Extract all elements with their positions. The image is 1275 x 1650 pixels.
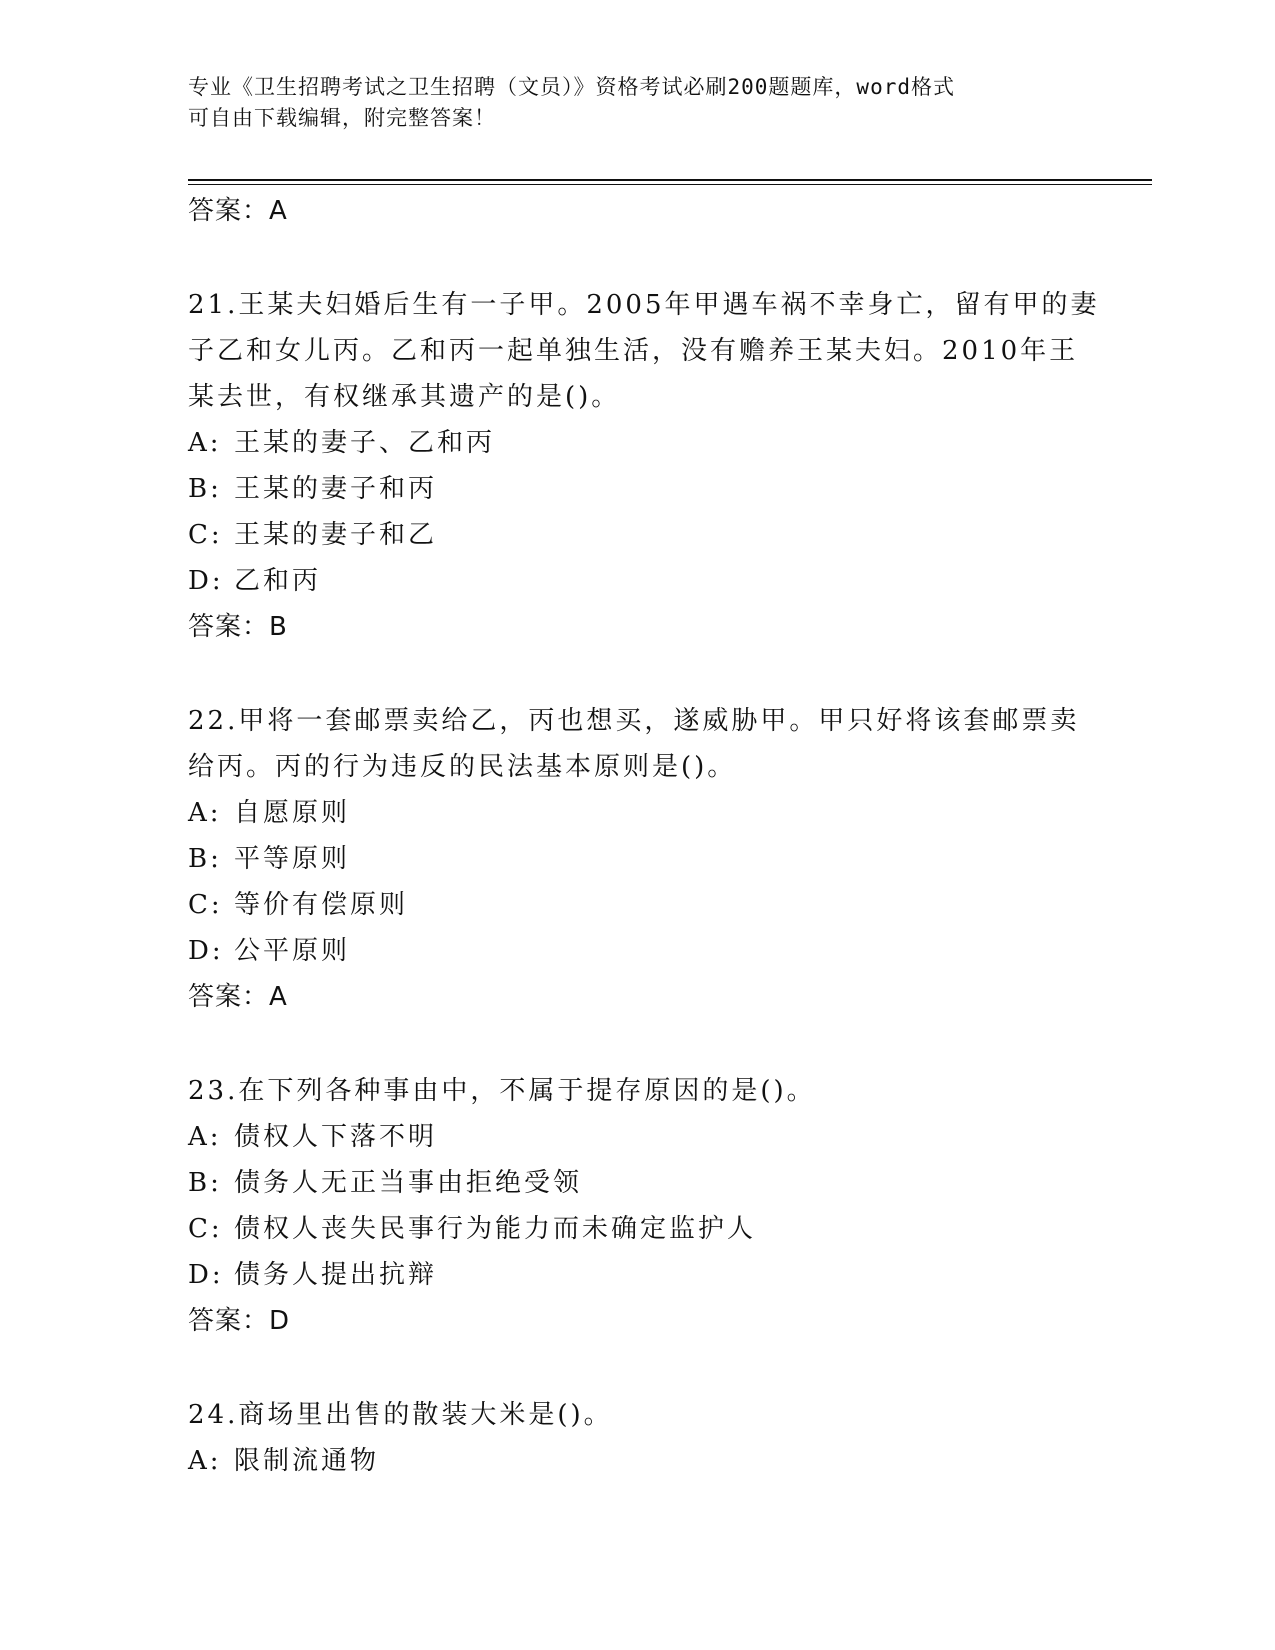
option-text: 王某的妻子和丙 — [234, 474, 438, 504]
document-header — [188, 72, 1088, 134]
answer-line: 答案：A — [188, 982, 288, 1012]
option-c — [188, 1206, 1088, 1252]
option-d — [188, 1252, 1088, 1298]
option-letter: D: — [188, 936, 224, 966]
option-a — [188, 420, 1088, 466]
header-rule-thick — [188, 179, 1152, 181]
option-b — [188, 836, 1088, 882]
header-title-line-1: 专业《卫生招聘考试之卫生招聘（文员）》资格考试必刷200题题库，word格式 — [188, 75, 955, 99]
option-letter: C: — [188, 890, 223, 920]
option-letter: A: — [188, 1122, 222, 1152]
option-letter: B: — [188, 474, 222, 504]
question-text-line: 子乙和女儿丙。乙和丙一起单独生活，没有赡养王某夫妇。2010年王 — [188, 336, 1079, 366]
option-letter: B: — [188, 844, 222, 874]
option-b — [188, 466, 1088, 512]
option-text: 债务人提出抗辩 — [234, 1260, 438, 1290]
answer-line: 答案：B — [188, 612, 288, 642]
question-21 — [188, 282, 1100, 650]
option-text: 债权人丧失民事行为能力而未确定监护人 — [234, 1214, 757, 1244]
question-text — [188, 1392, 1088, 1438]
question-text-line: 给丙。丙的行为违反的民法基本原则是()。 — [188, 752, 737, 782]
answer-line: 答案：A — [188, 196, 288, 226]
option-letter: C: — [188, 1214, 223, 1244]
option-a — [188, 790, 1088, 836]
option-a — [188, 1438, 1088, 1484]
option-text: 债务人无正当事由拒绝受领 — [234, 1168, 583, 1198]
question-text — [188, 1068, 1088, 1114]
option-letter: D: — [188, 566, 224, 596]
question-text-line: 23.在下列各种事由中，不属于提存原因的是()。 — [188, 1076, 816, 1106]
question-text-line: 21.王某夫妇婚后生有一子甲。2005年甲遇车祸不幸身亡，留有甲的妻 — [188, 290, 1100, 320]
question-22 — [188, 698, 1088, 1020]
question-list — [188, 188, 1100, 1484]
option-text: 自愿原则 — [234, 798, 351, 828]
answer-line: 答案：D — [188, 1306, 291, 1336]
option-text: 王某的妻子和乙 — [234, 520, 438, 550]
option-letter: A: — [188, 1446, 222, 1476]
option-c — [188, 512, 1088, 558]
question-text-line: 某去世，有权继承其遗产的是()。 — [188, 382, 621, 412]
question-23 — [188, 1068, 1088, 1344]
question-text — [188, 282, 1100, 420]
option-letter: A: — [188, 798, 222, 828]
option-text: 等价有偿原则 — [234, 890, 409, 920]
option-c — [188, 882, 1088, 928]
option-a — [188, 1114, 1088, 1160]
option-text: 平等原则 — [234, 844, 351, 874]
question-text — [188, 698, 1088, 790]
option-text: 限制流通物 — [234, 1446, 380, 1476]
question-text-line: 22.甲将一套邮票卖给乙，丙也想买，遂威胁甲。甲只好将该套邮票卖 — [188, 706, 1080, 736]
question-text-line: 24.商场里出售的散装大米是()。 — [188, 1400, 613, 1430]
option-letter: C: — [188, 520, 223, 550]
option-b — [188, 1160, 1088, 1206]
option-text: 公平原则 — [234, 936, 351, 966]
option-text: 王某的妻子、乙和丙 — [234, 428, 496, 458]
option-text: 乙和丙 — [234, 566, 322, 596]
option-letter: A: — [188, 428, 222, 458]
header-title-line-2: 可自由下载编辑，附完整答案！ — [188, 106, 496, 130]
question-24 — [188, 1392, 1088, 1484]
option-text: 债权人下落不明 — [234, 1122, 438, 1152]
option-letter: B: — [188, 1168, 222, 1198]
header-rule-thin — [188, 184, 1152, 185]
option-d — [188, 558, 1088, 604]
option-d — [188, 928, 1088, 974]
option-letter: D: — [188, 1260, 224, 1290]
